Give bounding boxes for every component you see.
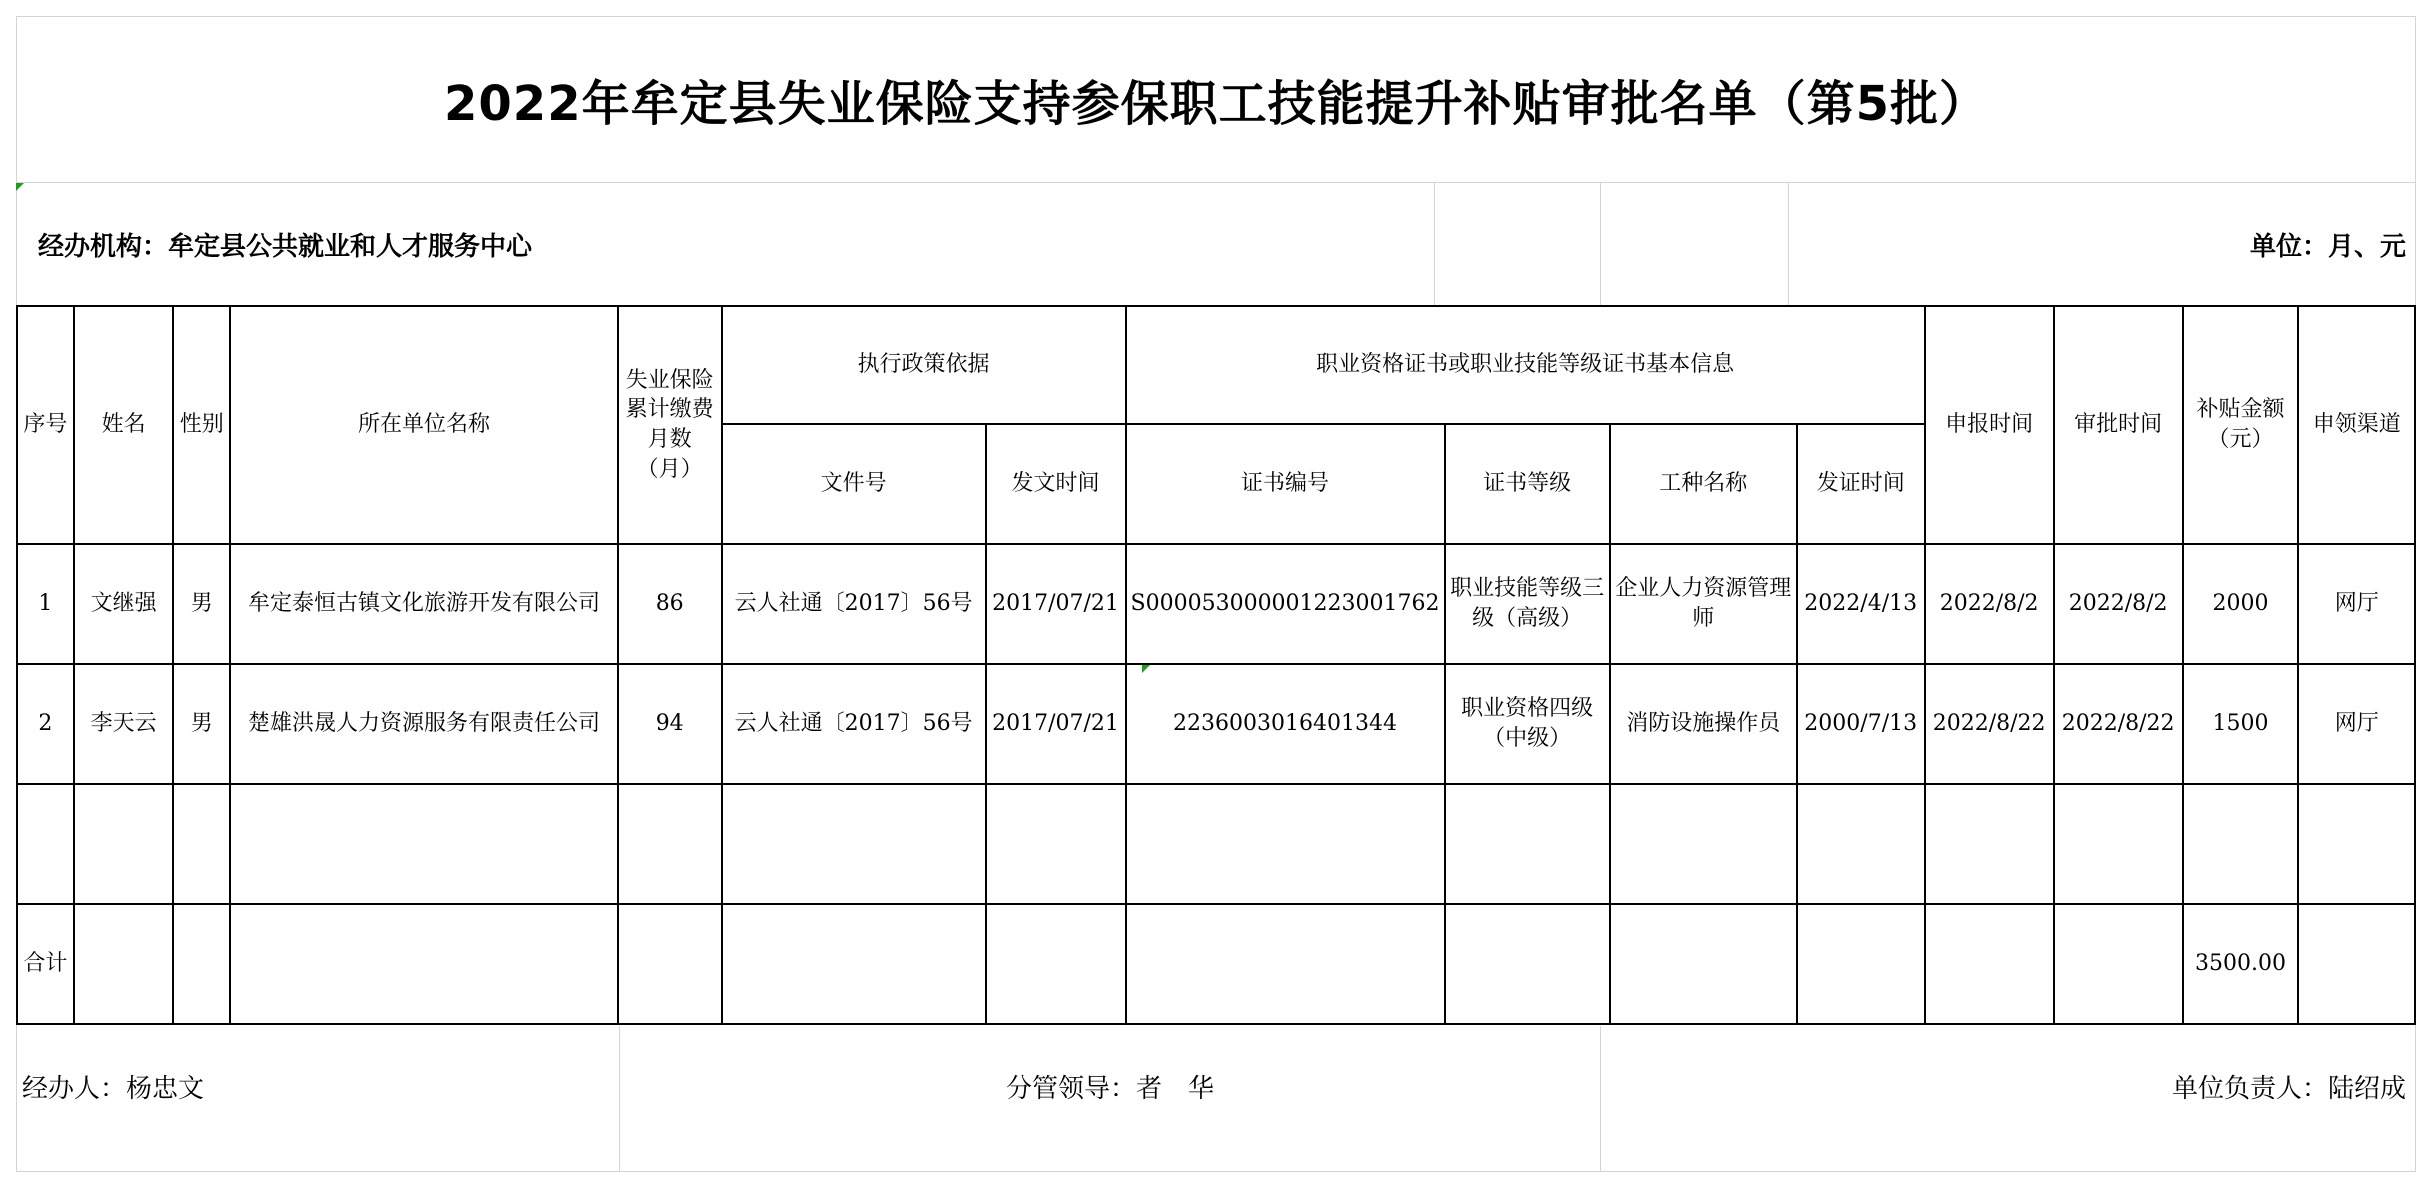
cell-doc-date: 2017/07/21 (986, 544, 1126, 664)
unit-label: 单位：月、元 (2249, 231, 2406, 262)
cell-doc-date: 2017/07/21 (986, 664, 1126, 784)
cell-seq: 1 (17, 544, 74, 664)
header-gender: 性别 (173, 306, 230, 544)
total-label: 合计 (17, 904, 74, 1024)
cell-cert-date: 2000/7/13 (1797, 664, 1925, 784)
header-policy: 执行政策依据 (722, 306, 1126, 424)
empty-cell (618, 904, 722, 1024)
spreadsheet (16, 16, 2416, 1171)
header-row (17, 306, 2415, 424)
gridline (16, 1171, 2416, 1172)
header-name: 姓名 (74, 306, 174, 544)
cell-cert-level: 职业技能等级三级（高级） (1445, 544, 1610, 664)
leader-label: 分管领导：者 华 (1006, 1073, 1215, 1104)
empty-cell (722, 904, 986, 1024)
gridline (1434, 182, 1435, 305)
cell-employer: 楚雄洪晟人力资源服务有限责任公司 (230, 664, 618, 784)
empty-cell (2054, 904, 2183, 1024)
header-months: 失业保险累计缴费月数（月） (618, 306, 722, 544)
empty-cell (74, 904, 174, 1024)
empty-cell (2054, 784, 2183, 904)
empty-cell (1797, 784, 1925, 904)
cell-gender: 男 (173, 544, 230, 664)
comment-marker (16, 183, 24, 191)
cell-channel: 网厅 (2298, 664, 2415, 784)
header-job-name: 工种名称 (1610, 424, 1797, 544)
empty-cell (74, 784, 174, 904)
cell-name: 李天云 (74, 664, 174, 784)
gridline (1788, 182, 1789, 305)
cell-cert-no: S000053000001223001762 (1126, 544, 1445, 664)
header-apply-date: 申报时间 (1925, 306, 2054, 544)
empty-cell (230, 904, 618, 1024)
header-doc-date: 发文时间 (986, 424, 1126, 544)
empty-cell (1925, 904, 2054, 1024)
cell-amount: 1500 (2183, 664, 2299, 784)
header-approve-date: 审批时间 (2054, 306, 2183, 544)
empty-cell (2298, 904, 2415, 1024)
approval-table (16, 305, 2416, 1025)
cell-job-name: 消防设施操作员 (1610, 664, 1797, 784)
agency-label: 经办机构：牟定县公共就业和人才服务中心 (38, 231, 533, 262)
empty-cell (1126, 784, 1445, 904)
header-employer: 所在单位名称 (230, 306, 618, 544)
empty-cell (1610, 904, 1797, 1024)
cell-cert-level: 职业资格四级（中级） (1445, 664, 1610, 784)
table-row (17, 664, 2415, 784)
handler-label: 经办人：杨忠文 (22, 1073, 205, 1104)
cell-approve-date: 2022/8/2 (2054, 544, 2183, 664)
empty-cell (1126, 904, 1445, 1024)
empty-row (17, 784, 2415, 904)
empty-cell (1610, 784, 1797, 904)
cell-months: 94 (618, 664, 722, 784)
header-cert-level: 证书等级 (1445, 424, 1610, 544)
cell-cert-no: 2236003016401344 (1126, 664, 1445, 784)
header-cert-date: 发证时间 (1797, 424, 1925, 544)
cell-doc-no: 云人社通〔2017〕56号 (722, 664, 986, 784)
cell-amount: 2000 (2183, 544, 2299, 664)
empty-cell (618, 784, 722, 904)
header-cert-info: 职业资格证书或职业技能等级证书基本信息 (1126, 306, 1925, 424)
empty-cell (230, 784, 618, 904)
cell-approve-date: 2022/8/22 (2054, 664, 2183, 784)
total-row (17, 904, 2415, 1024)
table-row (17, 544, 2415, 664)
header-channel: 申领渠道 (2298, 306, 2415, 544)
cell-gender: 男 (173, 664, 230, 784)
header-seq: 序号 (17, 306, 74, 544)
cell-job-name: 企业人力资源管理师 (1610, 544, 1797, 664)
cell-name: 文继强 (74, 544, 174, 664)
head-label: 单位负责人：陆绍成 (2171, 1073, 2406, 1104)
empty-cell (722, 784, 986, 904)
empty-cell (17, 784, 74, 904)
empty-cell (1445, 784, 1610, 904)
cell-employer: 牟定泰恒古镇文化旅游开发有限公司 (230, 544, 618, 664)
gridline (1600, 182, 1601, 305)
empty-cell (173, 904, 230, 1024)
header-cert-no: 证书编号 (1126, 424, 1445, 544)
empty-cell (2183, 784, 2299, 904)
empty-cell (1925, 784, 2054, 904)
cell-channel: 网厅 (2298, 544, 2415, 664)
empty-cell (986, 904, 1126, 1024)
empty-cell (173, 784, 230, 904)
cell-cert-date: 2022/4/13 (1797, 544, 1925, 664)
gridline (619, 1026, 620, 1171)
empty-cell (2298, 784, 2415, 904)
header-amount: 补贴金额（元） (2183, 306, 2299, 544)
empty-cell (986, 784, 1126, 904)
cell-seq: 2 (17, 664, 74, 784)
gridline (1600, 1026, 1601, 1171)
cell-months: 86 (618, 544, 722, 664)
cell-doc-no: 云人社通〔2017〕56号 (722, 544, 986, 664)
empty-cell (1797, 904, 1925, 1024)
empty-cell (1445, 904, 1610, 1024)
comment-marker (1142, 665, 1150, 673)
total-amount: 3500.00 (2183, 904, 2299, 1024)
cell-apply-date: 2022/8/2 (1925, 544, 2054, 664)
page-title: 2022年牟定县失业保险支持参保职工技能提升补贴审批名单（第5批） (444, 75, 1988, 132)
cell-apply-date: 2022/8/22 (1925, 664, 2054, 784)
gridline (16, 182, 2416, 183)
header-doc-no: 文件号 (722, 424, 986, 544)
